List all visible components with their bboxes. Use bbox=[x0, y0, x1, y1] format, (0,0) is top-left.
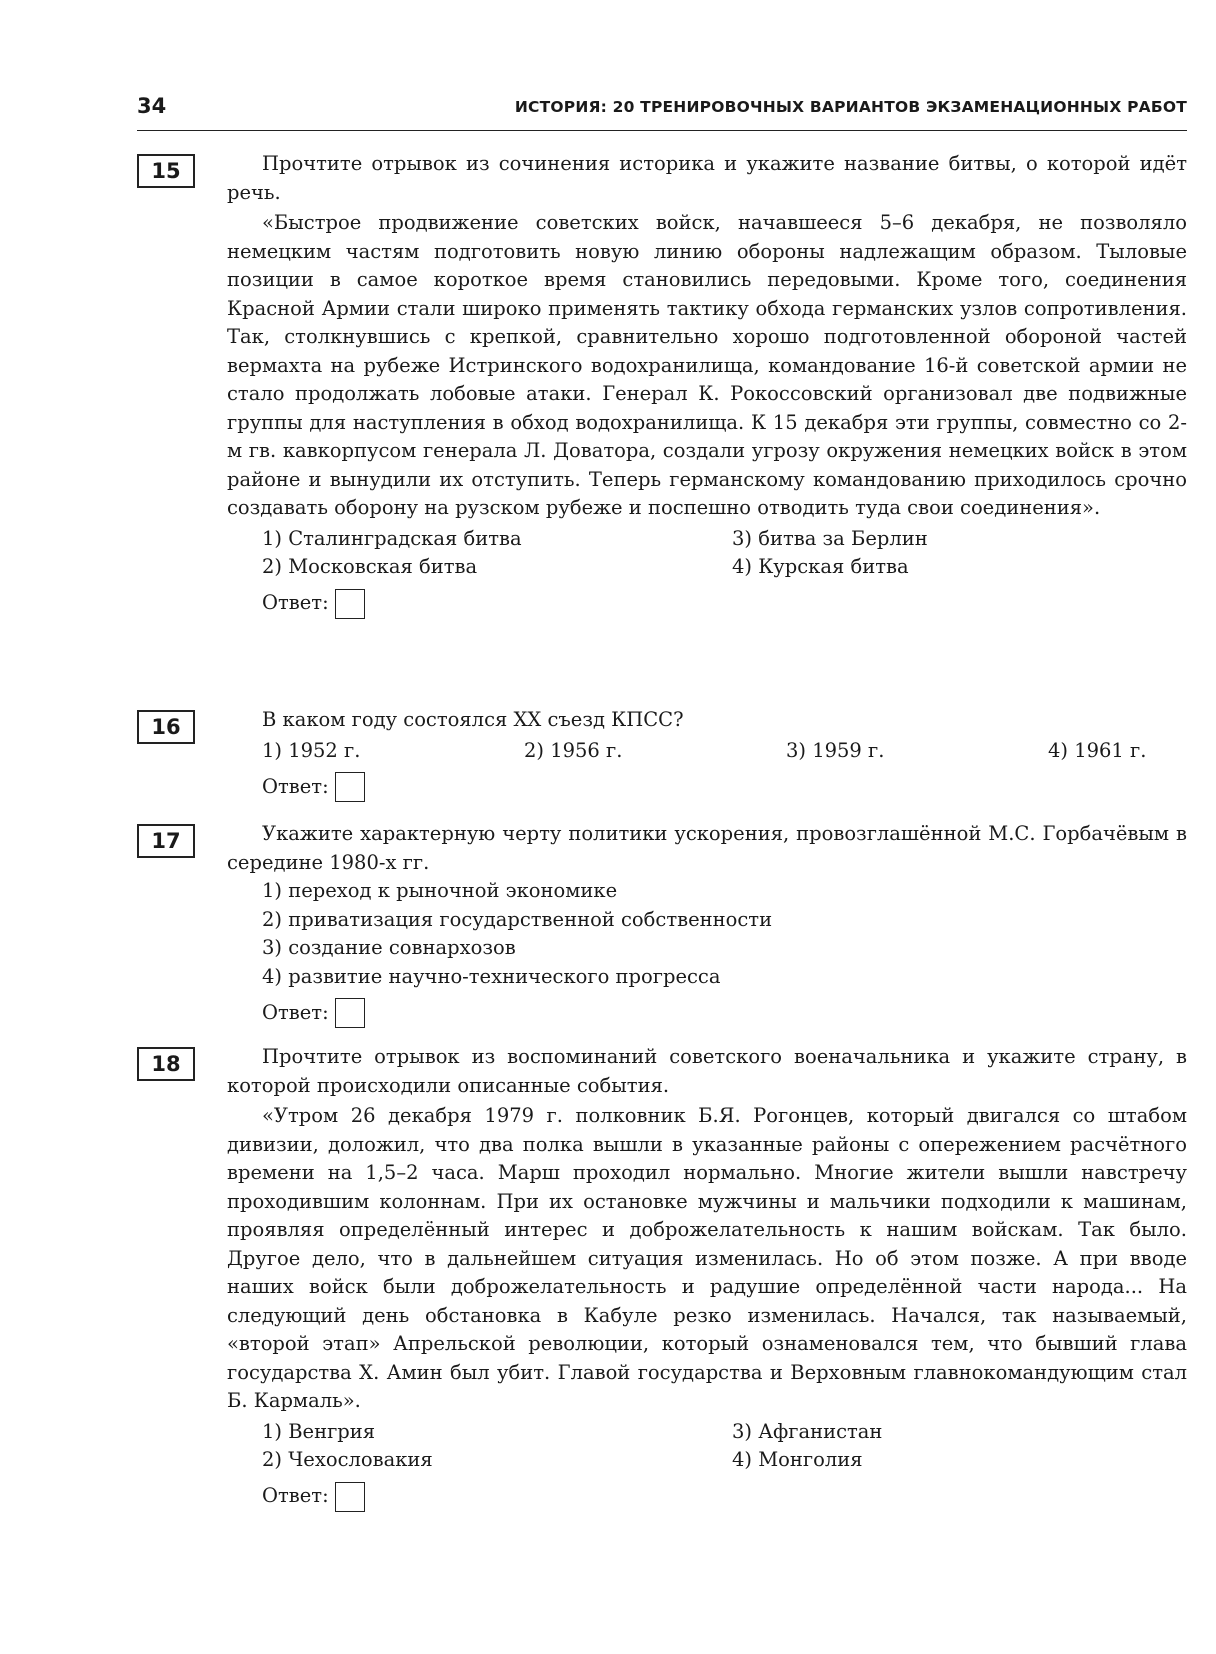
option-1: 1) переход к рыночной экономике bbox=[262, 879, 618, 902]
source-excerpt: «Быстрое продвижение советских войск, начавшееся 5–6 декабря, не позволяло немецким частям подготовить новую линию обороны надлежащим образом. Тыловые позиции в самое короткое время становились передовыми. Кроме того, соединения Красной Армии стали широко применять тактику обхода германских узлов сопротивления. Так, столкнувшись с крепкой, сравнительно хорошо подготовленной обороной частей вермахта на рубеже Истринского водохранилища, командование 16-й советской армии не стало продолжать лобовые атаки. Генерал К. Рокоссовский организовал две подвижные группы для наступления в обход водохранилища. К 15 декабря эти группы, совместно со 2-м гв. кавкорпусом генерала Л. Доватора, создали угрозу окружения немецких войск в этом районе и вынудили их отступить. Теперь германскому командованию приходилось срочно создавать оборону на рузском рубеже и поспешно отводить туда свои соединения». bbox=[227, 211, 1187, 519]
task-question: Прочтите отрывок из сочинения историка и укажите название битвы, о которой идёт речь. bbox=[227, 152, 1187, 204]
answer-options bbox=[227, 877, 1187, 991]
answer-row bbox=[227, 996, 1187, 1030]
option-4: 4) Монголия bbox=[732, 1448, 863, 1471]
task-number: 16 bbox=[137, 710, 195, 744]
option-1: 1) Венгрия bbox=[262, 1419, 376, 1443]
option-2: 2) приватизация государственной собственности bbox=[262, 907, 773, 931]
task-number: 15 bbox=[137, 154, 195, 188]
task-body bbox=[227, 150, 1187, 621]
task-body bbox=[227, 706, 1187, 804]
answer-box[interactable] bbox=[335, 589, 365, 619]
task-question: В каком году состоялся XX съезд КПСС? bbox=[262, 708, 684, 731]
answer-label: Ответ: bbox=[262, 1484, 329, 1508]
option-3: 3) битва за Берлин bbox=[732, 526, 928, 550]
option-2: 2) 1956 г. bbox=[524, 738, 623, 762]
option-2: 2) Чехословакия bbox=[262, 1448, 433, 1471]
answer-row bbox=[227, 770, 1187, 804]
task-question: Укажите характерную черту политики ускорения, провозглашённой М.С. Горбачёвым в середине 1980-х гг. bbox=[227, 822, 1187, 874]
task-body bbox=[227, 820, 1187, 1030]
option-4: 4) 1961 г. bbox=[1048, 738, 1147, 762]
option-3: 3) Афганистан bbox=[732, 1419, 883, 1443]
answer-box[interactable] bbox=[335, 1482, 365, 1512]
answer-label: Ответ: bbox=[262, 1000, 329, 1024]
answer-label: Ответ: bbox=[262, 774, 329, 798]
task-number: 18 bbox=[137, 1047, 195, 1081]
page-header bbox=[137, 92, 1187, 131]
option-4: 4) развитие научно-технического прогресса bbox=[262, 964, 721, 988]
option-3: 3) 1959 г. bbox=[786, 738, 885, 762]
option-2: 2) Московская битва bbox=[262, 555, 478, 578]
option-1: 1) Сталинградская битва bbox=[262, 526, 522, 550]
answer-options bbox=[227, 737, 1187, 766]
answer-box[interactable] bbox=[335, 772, 365, 802]
option-3: 3) создание совнархозов bbox=[262, 936, 516, 959]
answer-label: Ответ: bbox=[262, 591, 329, 615]
source-excerpt: «Утром 26 декабря 1979 г. полковник Б.Я. Рогонцев, который двигался со штабом дивизии, доложил, что два полка вышли в указанные районы с опережением расчётного времени на 1,5–2 часа. Марш проходил нормально. Многие жители вышли навстречу проходившим колоннам. При их остановке мужчины и мальчики подходили к машинам, проявляя определённый интерес и доброжелательность к нашим войскам. Так было. Другое дело, что в дальнейшем ситуация изменилась. Но об этом позже. А при вводе наших войск были доброжелательность и радушие определённой части народа... На следующий день обстановка в Кабуле резко изменилась. Начался, так называемый, «второй этап» Апрельской революции, который ознаменовался тем, что бывший глава государства Х. Амин был убит. Главой государства и Верховным главнокомандующим стал Б. Кармаль». bbox=[227, 1104, 1187, 1412]
option-1: 1) 1952 г. bbox=[262, 738, 361, 762]
task-question: Прочтите отрывок из воспоминаний советского военачальника и укажите страну, в которой происходили описанные события. bbox=[227, 1045, 1187, 1097]
task-number: 17 bbox=[137, 824, 195, 858]
task-body bbox=[227, 1043, 1187, 1514]
answer-box[interactable] bbox=[335, 998, 365, 1028]
answer-row bbox=[227, 1480, 1187, 1514]
option-4: 4) Курская битва bbox=[732, 555, 909, 578]
answer-options bbox=[227, 525, 1187, 582]
page-number: 34 bbox=[137, 94, 167, 118]
running-title: ИСТОРИЯ: 20 ТРЕНИРОВОЧНЫХ ВАРИАНТОВ ЭКЗАМЕНАЦИОННЫХ РАБОТ bbox=[514, 98, 1187, 116]
answer-options bbox=[227, 1418, 1187, 1475]
answer-row bbox=[227, 587, 1187, 621]
